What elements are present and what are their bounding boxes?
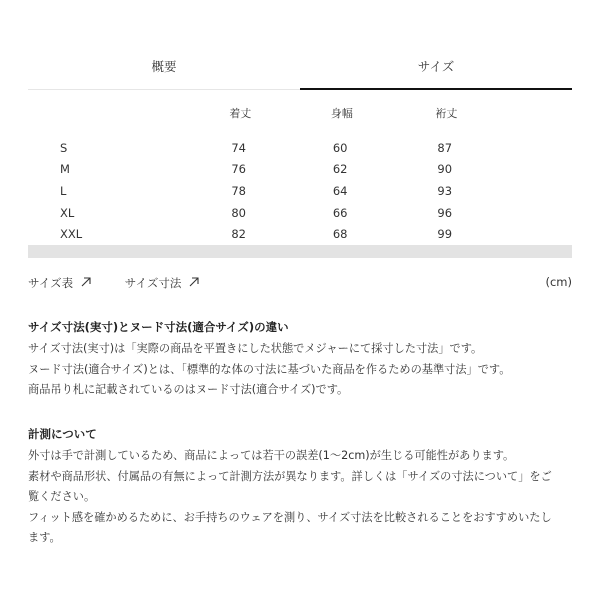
horizontal-scrollbar[interactable] xyxy=(28,245,572,258)
section-title: サイズ寸法(実寸)とヌード寸法(適合サイズ)の違い xyxy=(28,320,289,334)
width-value: 64 xyxy=(332,183,348,198)
unit-label: (cm) xyxy=(545,275,572,289)
size-label: XXL xyxy=(60,227,83,242)
table-row xyxy=(60,159,580,181)
size-dimensions-link[interactable] xyxy=(125,275,200,291)
length-value: 76 xyxy=(231,162,246,177)
table-header-size xyxy=(60,105,131,131)
table-header-width: 身幅 xyxy=(330,107,353,120)
size-dimensions-link-label: サイズ寸法 xyxy=(124,276,182,290)
width-value: 68 xyxy=(332,227,348,242)
section-text: 外寸は手で計測しているため、商品によっては若干の誤差(1〜2cm)が生じる可能性があります。 xyxy=(28,449,515,462)
section-text: 素材や商品形状、付属品の有無によって計測方法が異なります。詳しくは「サイズの寸法について」をご xyxy=(28,469,552,483)
table-header-sleeve: 裄丈 xyxy=(435,107,458,120)
tab-overview[interactable]: 概要 xyxy=(151,59,177,74)
section-text: 覧ください。 xyxy=(28,490,96,503)
section-text: ヌード寸法(適合サイズ)とは、「標準的な体の寸法に基づいた商品を作るための基準寸法」です。 xyxy=(28,362,511,376)
tab-bar xyxy=(28,52,572,92)
sleeve-value: 90 xyxy=(437,162,453,177)
size-label: M xyxy=(60,162,70,177)
sleeve-value: 99 xyxy=(437,227,453,242)
section-title: 計測について xyxy=(28,427,97,441)
sleeve-value: 87 xyxy=(437,140,453,155)
size-chart-link-label: サイズ表 xyxy=(28,276,74,290)
length-value: 74 xyxy=(231,140,246,155)
size-label: S xyxy=(60,140,68,155)
size-links xyxy=(28,275,229,291)
length-value: 82 xyxy=(231,227,246,242)
tab-size[interactable]: サイズ xyxy=(417,59,455,74)
tab-active-indicator xyxy=(300,88,572,90)
table-row xyxy=(60,223,580,245)
size-label: XL xyxy=(60,205,75,220)
size-label: L xyxy=(60,183,67,198)
width-value: 66 xyxy=(332,205,348,220)
length-value: 78 xyxy=(231,183,246,198)
section-text: フィット感を確かめるために、お手持ちのウェアを測り、サイズ寸法を比較されることをおすすめいたし xyxy=(28,510,552,524)
external-arrow-icon xyxy=(81,276,91,290)
size-difference-section xyxy=(28,317,578,401)
table-header-length: 着丈 xyxy=(229,107,252,120)
table-row xyxy=(60,131,580,159)
table-header-row xyxy=(60,105,580,131)
external-arrow-icon xyxy=(189,276,199,290)
size-table xyxy=(60,105,580,245)
width-value: 60 xyxy=(332,140,348,155)
table-row xyxy=(60,202,580,224)
section-text: サイズ寸法(実寸)は「実際の商品を平置きにした状態でメジャーにて採寸した寸法」です。 xyxy=(28,342,483,355)
sleeve-value: 96 xyxy=(437,205,453,220)
section-text: ます。 xyxy=(28,531,61,544)
table-row xyxy=(60,180,580,202)
sleeve-value: 93 xyxy=(437,183,453,198)
section-text: 商品吊り札に記載されているのはヌード寸法(適合サイズ)です。 xyxy=(28,383,349,396)
length-value: 80 xyxy=(231,205,246,220)
measurement-section xyxy=(28,424,578,549)
width-value: 62 xyxy=(332,162,348,177)
size-chart-link[interactable] xyxy=(28,275,91,291)
